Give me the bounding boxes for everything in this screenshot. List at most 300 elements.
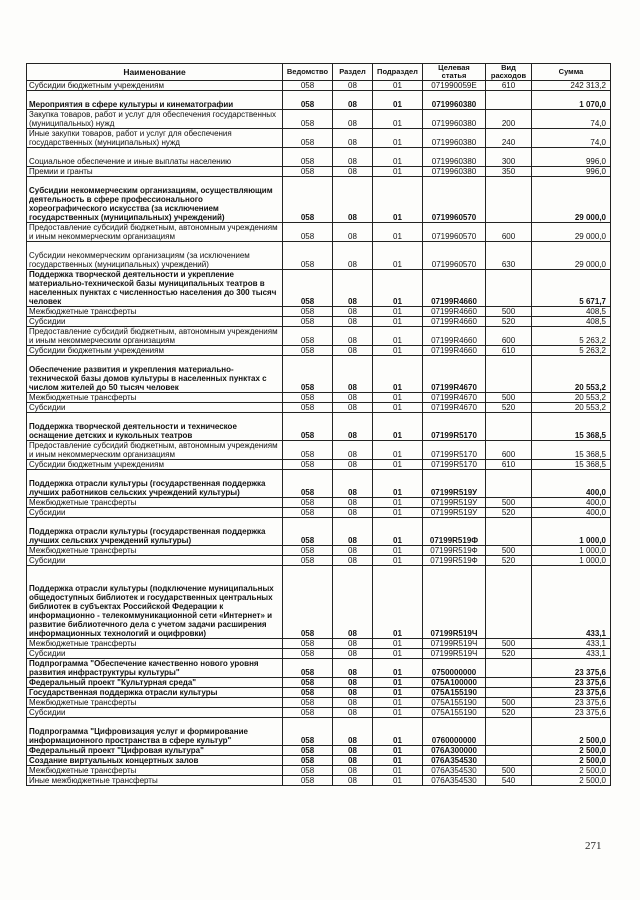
cell-celevaya-statya: 071990059Е — [423, 81, 486, 91]
cell-razdel: 08 — [333, 148, 373, 167]
cell-vid-rashodov — [486, 718, 532, 746]
cell-vid-rashodov: 500 — [486, 698, 532, 708]
cell-razdel: 08 — [333, 776, 373, 786]
cell-name: Премии и гранты — [27, 167, 283, 177]
cell-podrazdel: 01 — [373, 91, 423, 110]
cell-vid-rashodov: 500 — [486, 393, 532, 403]
cell-podrazdel: 01 — [373, 659, 423, 678]
cell-name: Мероприятия в сфере культуры и кинематографии — [27, 91, 283, 110]
header-celevaya-statya: Целевая статья — [423, 64, 486, 81]
cell-podrazdel: 01 — [373, 129, 423, 148]
cell-name: Субсидии бюджетным учреждениям — [27, 81, 283, 91]
cell-celevaya-statya: 07199R4660 — [423, 317, 486, 327]
cell-podrazdel: 01 — [373, 698, 423, 708]
cell-celevaya-statya: 07199R519У — [423, 508, 486, 518]
cell-celevaya-statya: 0719960570 — [423, 242, 486, 270]
cell-vedomstvo: 058 — [283, 556, 333, 566]
cell-celevaya-statya: 07199R519Ф — [423, 518, 486, 546]
cell-vid-rashodov: 500 — [486, 498, 532, 508]
cell-summa: 20 553,2 — [532, 403, 611, 413]
cell-podrazdel: 01 — [373, 776, 423, 786]
cell-name: Субсидии — [27, 649, 283, 659]
table-row — [27, 148, 611, 167]
cell-vid-rashodov — [486, 678, 532, 688]
cell-vedomstvo: 058 — [283, 441, 333, 460]
cell-razdel: 08 — [333, 546, 373, 556]
table-row — [27, 659, 611, 678]
cell-vid-rashodov: 600 — [486, 327, 532, 346]
cell-vid-rashodov: 500 — [486, 766, 532, 776]
cell-razdel: 08 — [333, 270, 373, 307]
cell-name: Иные межбюджетные трансферты — [27, 776, 283, 786]
cell-summa: 400,0 — [532, 498, 611, 508]
cell-podrazdel: 01 — [373, 223, 423, 242]
cell-vid-rashodov: 610 — [486, 346, 532, 356]
cell-razdel: 08 — [333, 508, 373, 518]
cell-summa: 408,5 — [532, 307, 611, 317]
cell-razdel: 08 — [333, 346, 373, 356]
cell-podrazdel: 01 — [373, 167, 423, 177]
table-row — [27, 546, 611, 556]
cell-podrazdel: 01 — [373, 518, 423, 546]
table-row — [27, 307, 611, 317]
cell-vedomstvo: 058 — [283, 708, 333, 718]
table-row — [27, 718, 611, 746]
cell-vid-rashodov: 500 — [486, 546, 532, 556]
cell-summa: 5 263,2 — [532, 327, 611, 346]
cell-podrazdel: 01 — [373, 110, 423, 129]
cell-razdel: 08 — [333, 413, 373, 441]
cell-celevaya-statya: 07199R519Ч — [423, 649, 486, 659]
cell-summa: 2 500,0 — [532, 718, 611, 746]
cell-vid-rashodov: 240 — [486, 129, 532, 148]
cell-razdel: 08 — [333, 746, 373, 756]
cell-razdel: 08 — [333, 498, 373, 508]
table-row — [27, 688, 611, 698]
cell-vedomstvo: 058 — [283, 649, 333, 659]
cell-vedomstvo: 058 — [283, 167, 333, 177]
cell-celevaya-statya: 07199R519Ч — [423, 639, 486, 649]
table-row — [27, 566, 611, 639]
cell-razdel: 08 — [333, 356, 373, 393]
cell-podrazdel: 01 — [373, 317, 423, 327]
cell-razdel: 08 — [333, 129, 373, 148]
table-row — [27, 346, 611, 356]
header-vedomstvo: Ведомство — [283, 64, 333, 81]
table-row — [27, 776, 611, 786]
cell-celevaya-statya: 0719960570 — [423, 223, 486, 242]
cell-summa: 74,0 — [532, 110, 611, 129]
cell-vedomstvo: 058 — [283, 698, 333, 708]
cell-razdel: 08 — [333, 393, 373, 403]
cell-vedomstvo: 058 — [283, 270, 333, 307]
cell-name: Субсидии бюджетным учреждениям — [27, 346, 283, 356]
cell-vid-rashodov: 540 — [486, 776, 532, 786]
cell-vedomstvo: 058 — [283, 756, 333, 766]
table-row — [27, 708, 611, 718]
cell-summa: 433,1 — [532, 566, 611, 639]
cell-summa: 5 263,2 — [532, 346, 611, 356]
cell-vid-rashodov: 350 — [486, 167, 532, 177]
cell-celevaya-statya: 07199R519У — [423, 498, 486, 508]
cell-celevaya-statya: 0719960380 — [423, 91, 486, 110]
table-row — [27, 678, 611, 688]
cell-podrazdel: 01 — [373, 688, 423, 698]
cell-celevaya-statya: 0719960380 — [423, 148, 486, 167]
cell-celevaya-statya: 075A155190 — [423, 698, 486, 708]
cell-vedomstvo: 058 — [283, 327, 333, 346]
cell-summa: 23 375,6 — [532, 688, 611, 698]
cell-vid-rashodov — [486, 688, 532, 698]
cell-name: Поддержка творческой деятельности и техническое оснащение детских и кукольных театров — [27, 413, 283, 441]
cell-summa: 15 368,5 — [532, 460, 611, 470]
cell-celevaya-statya: 07199R4670 — [423, 356, 486, 393]
cell-vid-rashodov — [486, 270, 532, 307]
cell-vedomstvo: 058 — [283, 498, 333, 508]
table-row — [27, 470, 611, 498]
cell-podrazdel: 01 — [373, 441, 423, 460]
table-row — [27, 649, 611, 659]
cell-vid-rashodov: 500 — [486, 307, 532, 317]
cell-celevaya-statya: 0719960380 — [423, 110, 486, 129]
cell-vid-rashodov: 500 — [486, 639, 532, 649]
cell-name: Субсидии бюджетным учреждениям — [27, 460, 283, 470]
header-name: Наименование — [27, 64, 283, 81]
cell-name: Обеспечение развития и укрепления материально-технической базы домов культуры в населенных пунктах с числом жителей до 50 тысяч человек — [27, 356, 283, 393]
cell-vedomstvo: 058 — [283, 177, 333, 223]
cell-celevaya-statya: 0719960570 — [423, 177, 486, 223]
cell-name: Межбюджетные трансферты — [27, 546, 283, 556]
table-row — [27, 756, 611, 766]
cell-vedomstvo: 058 — [283, 393, 333, 403]
cell-razdel: 08 — [333, 698, 373, 708]
cell-razdel: 08 — [333, 403, 373, 413]
cell-celevaya-statya: 07199R4670 — [423, 393, 486, 403]
cell-podrazdel: 01 — [373, 460, 423, 470]
table-row — [27, 403, 611, 413]
cell-celevaya-statya: 07199R4660 — [423, 307, 486, 317]
cell-vedomstvo: 058 — [283, 148, 333, 167]
cell-name: Подпрограмма "Обеспечение качественно нового уровня развития инфраструктуры культуры" — [27, 659, 283, 678]
cell-vid-rashodov: 630 — [486, 242, 532, 270]
cell-vid-rashodov: 200 — [486, 110, 532, 129]
cell-summa: 23 375,6 — [532, 708, 611, 718]
cell-vid-rashodov — [486, 756, 532, 766]
cell-podrazdel: 01 — [373, 177, 423, 223]
cell-celevaya-statya: 07199R519Ч — [423, 566, 486, 639]
cell-razdel: 08 — [333, 766, 373, 776]
cell-vid-rashodov — [486, 356, 532, 393]
cell-name: Субсидии — [27, 508, 283, 518]
cell-summa: 20 553,2 — [532, 356, 611, 393]
cell-razdel: 08 — [333, 91, 373, 110]
cell-summa: 400,0 — [532, 470, 611, 498]
cell-name: Субсидии — [27, 317, 283, 327]
cell-razdel: 08 — [333, 556, 373, 566]
cell-razdel: 08 — [333, 470, 373, 498]
cell-podrazdel: 01 — [373, 639, 423, 649]
cell-vedomstvo: 058 — [283, 518, 333, 546]
cell-summa: 15 368,5 — [532, 413, 611, 441]
cell-celevaya-statya: 0719960380 — [423, 129, 486, 148]
cell-podrazdel: 01 — [373, 718, 423, 746]
cell-razdel: 08 — [333, 688, 373, 698]
cell-razdel: 08 — [333, 242, 373, 270]
cell-celevaya-statya: 07199R519У — [423, 470, 486, 498]
cell-podrazdel: 01 — [373, 746, 423, 756]
table-row — [27, 518, 611, 546]
cell-vedomstvo: 058 — [283, 688, 333, 698]
cell-celevaya-statya: 075A155190 — [423, 708, 486, 718]
cell-vedomstvo: 058 — [283, 110, 333, 129]
table-row — [27, 639, 611, 649]
cell-name: Создание виртуальных концертных залов — [27, 756, 283, 766]
cell-celevaya-statya: 07199R4670 — [423, 403, 486, 413]
cell-razdel: 08 — [333, 317, 373, 327]
cell-vedomstvo: 058 — [283, 776, 333, 786]
cell-vedomstvo: 058 — [283, 639, 333, 649]
cell-summa: 2 500,0 — [532, 746, 611, 756]
cell-summa: 29 000,0 — [532, 223, 611, 242]
cell-summa: 400,0 — [532, 508, 611, 518]
table-row — [27, 270, 611, 307]
cell-name: Поддержка отрасли культуры (государственная поддержка лучших сельских учреждений культуры) — [27, 518, 283, 546]
cell-razdel: 08 — [333, 566, 373, 639]
cell-vedomstvo: 058 — [283, 356, 333, 393]
cell-vid-rashodov — [486, 91, 532, 110]
table-row — [27, 441, 611, 460]
cell-vedomstvo: 058 — [283, 307, 333, 317]
cell-razdel: 08 — [333, 659, 373, 678]
cell-podrazdel: 01 — [373, 756, 423, 766]
cell-podrazdel: 01 — [373, 649, 423, 659]
cell-name: Социальное обеспечение и иные выплаты населению — [27, 148, 283, 167]
cell-podrazdel: 01 — [373, 356, 423, 393]
cell-podrazdel: 01 — [373, 498, 423, 508]
cell-name: Подпрограмма "Цифровизация услуг и формирование информационного пространства в сфере культур" — [27, 718, 283, 746]
page-number: 271 — [585, 840, 602, 852]
cell-summa: 74,0 — [532, 129, 611, 148]
table-header — [27, 64, 611, 81]
cell-celevaya-statya: 076A354530 — [423, 776, 486, 786]
cell-podrazdel: 01 — [373, 270, 423, 307]
cell-celevaya-statya: 07199R519Ф — [423, 546, 486, 556]
cell-vid-rashodov — [486, 470, 532, 498]
cell-vid-rashodov — [486, 177, 532, 223]
budget-table — [26, 63, 611, 786]
cell-name: Поддержка творческой деятельности и укрепление материально-технической базы муниципальных театров в населенных пунктах с численностью населения до 300 тысяч человек — [27, 270, 283, 307]
cell-summa: 29 000,0 — [532, 242, 611, 270]
table-row — [27, 393, 611, 403]
cell-vedomstvo: 058 — [283, 746, 333, 756]
cell-summa: 996,0 — [532, 167, 611, 177]
cell-razdel: 08 — [333, 307, 373, 317]
cell-celevaya-statya: 07199R5170 — [423, 441, 486, 460]
cell-name: Субсидии — [27, 403, 283, 413]
cell-vid-rashodov — [486, 518, 532, 546]
cell-summa: 20 553,2 — [532, 393, 611, 403]
cell-razdel: 08 — [333, 518, 373, 546]
header-podrazdel: Подраздел — [373, 64, 423, 81]
cell-podrazdel: 01 — [373, 566, 423, 639]
cell-name: Иные закупки товаров, работ и услуг для обеспечения государственных (муниципальных) нужд — [27, 129, 283, 148]
cell-summa: 996,0 — [532, 148, 611, 167]
table-row — [27, 698, 611, 708]
cell-vid-rashodov — [486, 659, 532, 678]
cell-razdel: 08 — [333, 110, 373, 129]
table-body — [27, 81, 611, 786]
cell-name: Федеральный проект "Культурная среда" — [27, 678, 283, 688]
table-row — [27, 766, 611, 776]
cell-razdel: 08 — [333, 639, 373, 649]
cell-podrazdel: 01 — [373, 242, 423, 270]
cell-vid-rashodov — [486, 746, 532, 756]
cell-summa: 5 671,7 — [532, 270, 611, 307]
cell-celevaya-statya: 07199R5170 — [423, 413, 486, 441]
cell-name: Предоставление субсидий бюджетным, автономным учреждениям и иным некоммерческим организациям — [27, 441, 283, 460]
table-row — [27, 498, 611, 508]
cell-name: Субсидии — [27, 556, 283, 566]
table-row — [27, 746, 611, 756]
cell-vedomstvo: 058 — [283, 242, 333, 270]
cell-podrazdel: 01 — [373, 508, 423, 518]
cell-name: Закупка товаров, работ и услуг для обеспечения государственных (муниципальных) нужд — [27, 110, 283, 129]
cell-razdel: 08 — [333, 756, 373, 766]
cell-summa: 408,5 — [532, 317, 611, 327]
cell-podrazdel: 01 — [373, 413, 423, 441]
cell-summa: 2 500,0 — [532, 776, 611, 786]
cell-razdel: 08 — [333, 167, 373, 177]
cell-celevaya-statya: 075A100000 — [423, 678, 486, 688]
header-razdel: Раздел — [333, 64, 373, 81]
table-row — [27, 242, 611, 270]
cell-name: Субсидии некоммерческим организациям, осуществляющим деятельность в сфере профессионального хореографического искусства (за исключением государственных (муниципальных) учреждений) — [27, 177, 283, 223]
cell-name: Межбюджетные трансферты — [27, 766, 283, 776]
cell-vid-rashodov: 610 — [486, 460, 532, 470]
cell-vedomstvo: 058 — [283, 413, 333, 441]
cell-vedomstvo: 058 — [283, 403, 333, 413]
cell-podrazdel: 01 — [373, 327, 423, 346]
cell-name: Поддержка отрасли культуры (подключение муниципальных общедоступных библиотек и государственных центральных библиотек в субъектах Российской Федерации к информационно - телекоммуникационной сети «Интернет» и развитие библиотечного дела с учетом задачи расширения информационных технологий и оцифровки) — [27, 566, 283, 639]
cell-vid-rashodov: 610 — [486, 81, 532, 91]
cell-vedomstvo: 058 — [283, 766, 333, 776]
cell-celevaya-statya: 0750000000 — [423, 659, 486, 678]
table-row — [27, 81, 611, 91]
table-row — [27, 327, 611, 346]
cell-summa: 1 000,0 — [532, 546, 611, 556]
cell-vedomstvo: 058 — [283, 546, 333, 556]
table-row — [27, 177, 611, 223]
cell-vid-rashodov — [486, 413, 532, 441]
table-row — [27, 556, 611, 566]
cell-podrazdel: 01 — [373, 470, 423, 498]
cell-summa: 1 070,0 — [532, 91, 611, 110]
cell-summa: 1 000,0 — [532, 556, 611, 566]
table-row — [27, 460, 611, 470]
cell-celevaya-statya: 07199R4660 — [423, 327, 486, 346]
cell-celevaya-statya: 07199R4660 — [423, 346, 486, 356]
cell-vid-rashodov: 520 — [486, 403, 532, 413]
cell-vedomstvo: 058 — [283, 129, 333, 148]
cell-name: Межбюджетные трансферты — [27, 393, 283, 403]
cell-podrazdel: 01 — [373, 346, 423, 356]
table-row — [27, 129, 611, 148]
cell-vid-rashodov: 300 — [486, 148, 532, 167]
cell-celevaya-statya: 076A300000 — [423, 746, 486, 756]
cell-summa: 433,1 — [532, 649, 611, 659]
cell-summa: 29 000,0 — [532, 177, 611, 223]
cell-vid-rashodov: 520 — [486, 317, 532, 327]
cell-name: Государственная поддержка отрасли культуры — [27, 688, 283, 698]
table-row — [27, 110, 611, 129]
cell-celevaya-statya: 076A354530 — [423, 766, 486, 776]
cell-celevaya-statya: 076A354530 — [423, 756, 486, 766]
cell-celevaya-statya: 0760000000 — [423, 718, 486, 746]
cell-summa: 23 375,6 — [532, 698, 611, 708]
cell-razdel: 08 — [333, 708, 373, 718]
cell-name: Федеральный проект "Цифровая культура" — [27, 746, 283, 756]
cell-celevaya-statya: 07199R4660 — [423, 270, 486, 307]
cell-razdel: 08 — [333, 327, 373, 346]
cell-razdel: 08 — [333, 649, 373, 659]
cell-vid-rashodov: 520 — [486, 508, 532, 518]
cell-name: Поддержка отрасли культуры (государственная поддержка лучших работников сельских учреждений культуры) — [27, 470, 283, 498]
cell-name: Межбюджетные трансферты — [27, 639, 283, 649]
cell-vid-rashodov: 520 — [486, 708, 532, 718]
cell-summa: 2 500,0 — [532, 766, 611, 776]
cell-razdel: 08 — [333, 678, 373, 688]
cell-vedomstvo: 058 — [283, 81, 333, 91]
cell-summa: 242 313,2 — [532, 81, 611, 91]
cell-vedomstvo: 058 — [283, 317, 333, 327]
cell-vid-rashodov: 520 — [486, 556, 532, 566]
header-vid-rashodov: Вид расходов — [486, 64, 532, 81]
cell-vedomstvo: 058 — [283, 508, 333, 518]
table-row — [27, 223, 611, 242]
cell-name: Межбюджетные трансферты — [27, 698, 283, 708]
cell-summa: 23 375,6 — [532, 678, 611, 688]
cell-podrazdel: 01 — [373, 678, 423, 688]
cell-celevaya-statya: 075A155190 — [423, 688, 486, 698]
table-row — [27, 356, 611, 393]
cell-celevaya-statya: 07199R519Ф — [423, 556, 486, 566]
cell-vedomstvo: 058 — [283, 470, 333, 498]
cell-vid-rashodov — [486, 566, 532, 639]
cell-podrazdel: 01 — [373, 81, 423, 91]
cell-vedomstvo: 058 — [283, 566, 333, 639]
cell-celevaya-statya: 0719960380 — [423, 167, 486, 177]
table-row — [27, 167, 611, 177]
cell-summa: 2 500,0 — [532, 756, 611, 766]
cell-razdel: 08 — [333, 441, 373, 460]
cell-vedomstvo: 058 — [283, 678, 333, 688]
cell-name: Межбюджетные трансферты — [27, 498, 283, 508]
cell-podrazdel: 01 — [373, 708, 423, 718]
cell-name: Предоставление субсидий бюджетным, автономным учреждениям и иным некоммерческим организациям — [27, 223, 283, 242]
cell-vedomstvo: 058 — [283, 460, 333, 470]
cell-name: Субсидии — [27, 708, 283, 718]
table-row — [27, 508, 611, 518]
cell-vedomstvo: 058 — [283, 346, 333, 356]
cell-podrazdel: 01 — [373, 403, 423, 413]
cell-razdel: 08 — [333, 460, 373, 470]
cell-name: Межбюджетные трансферты — [27, 307, 283, 317]
cell-summa: 433,1 — [532, 639, 611, 649]
cell-razdel: 08 — [333, 223, 373, 242]
cell-summa: 15 368,5 — [532, 441, 611, 460]
table-row — [27, 317, 611, 327]
cell-vid-rashodov: 600 — [486, 441, 532, 460]
